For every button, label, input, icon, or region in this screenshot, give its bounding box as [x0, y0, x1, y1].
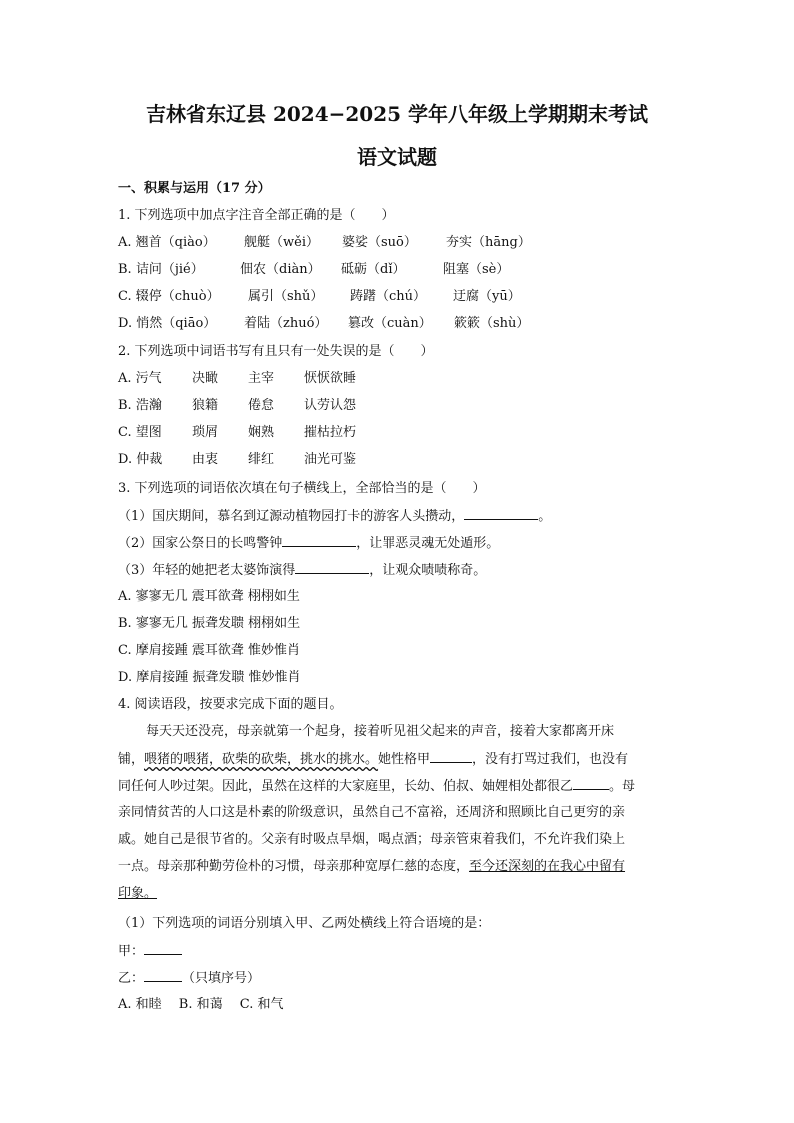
- q1-option-b: [118, 261, 509, 279]
- q3-sentence-2: [118, 534, 499, 553]
- q4-p3-end: 。母: [609, 779, 636, 794]
- q4-jia-label: 甲：: [118, 944, 145, 959]
- q3-s3-end: ，让观众啧啧称奇。: [369, 563, 487, 578]
- q1-d-1: D. 悄然（qiāo）: [118, 316, 217, 331]
- q4-yi-note: （只填序号）: [182, 971, 261, 986]
- q3-s2-end: ，让罪恶灵魂无处遁形。: [356, 536, 500, 551]
- q1-b-2: 佃农（diàn）: [240, 262, 321, 277]
- q3-s1-end: 。: [538, 509, 552, 524]
- q3-sentence-3: [118, 561, 486, 580]
- q2-stem: 2. 下列选项中词语书写有且只有一处失误的是（ ）: [118, 344, 434, 359]
- q4-passage-line-4: 亲同情贫苦的人口这是朴素的阶级意识，虽然自己不富裕，还周济和照顾比自己更穷的亲: [118, 805, 626, 820]
- q2-b-2: 狼籍: [192, 398, 219, 413]
- q2-c-4: 摧枯拉朽: [304, 425, 357, 440]
- q1-b-3: 砥砺（dǐ）: [341, 262, 406, 277]
- q2-d-2: 由衷: [192, 452, 219, 467]
- q4-answer-yi: [118, 969, 260, 988]
- q3-s3-blank: [295, 561, 369, 574]
- q2-c-2: 琐屑: [192, 425, 219, 440]
- q1-b-1: B. 诘问（jié）: [118, 262, 204, 277]
- q4-blank-yi: [573, 777, 609, 790]
- q2-option-d: [118, 451, 356, 469]
- q1-a-3: 婆娑（suō）: [342, 235, 417, 250]
- q4-jia-answer-blank: [144, 942, 182, 955]
- q1-a-1: A. 翘首（qiào）: [118, 235, 216, 250]
- q4-stem: 4. 阅读语段，按要求完成下面的题目。: [118, 697, 343, 712]
- q3-stem: 3. 下列选项的词语依次填在句子横线上，全部恰当的是（ ）: [118, 481, 486, 496]
- page-title: 吉林省东辽县 2024−2025 学年八年级上学期期末考试: [145, 102, 648, 126]
- q2-a-1: A. 污气: [118, 371, 162, 386]
- q2-a-2: 决瞰: [192, 371, 219, 386]
- q4-passage-line-1: 每天天还没亮，母亲就第一个起身，接着听见祖父起来的声音，接着大家都离开床: [146, 724, 615, 739]
- q3-s1-blank: [464, 507, 538, 520]
- q2-a-4: 恹恹欲睡: [304, 371, 357, 386]
- q4-passage-line-2: [118, 750, 628, 769]
- q4-passage-line-6: [118, 858, 625, 876]
- q4-p2-start: 铺，: [118, 752, 145, 767]
- section-heading: 一、积累与运用（17 分）: [118, 181, 271, 196]
- q3-option-d: D. 摩肩接踵 振聋发聩 惟妙惟肖: [118, 670, 301, 685]
- q2-d-3: 绯红: [248, 452, 275, 467]
- q3-option-a: A. 寥寥无几 震耳欲聋 栩栩如生: [118, 589, 300, 604]
- q2-b-3: 倦怠: [248, 398, 275, 413]
- page-subtitle: 语文试题: [357, 145, 437, 169]
- q4-passage-line-5: 戚。她自己是很节省的。父亲有时吸点旱烟，喝点酒；母亲管束着我们，不允许我们染上: [118, 832, 626, 847]
- q2-option-c: [118, 424, 356, 442]
- q4-passage-line-3: [118, 777, 635, 796]
- q3-s2-text: （2）国家公祭日的长鸣警钟: [118, 536, 283, 551]
- q1-c-3: 踌躇（chú）: [350, 289, 427, 304]
- q1-d-4: 簌簌（shù）: [454, 316, 530, 331]
- q1-d-2: 着陆（zhuó）: [244, 316, 328, 331]
- q2-d-1: D. 仲裁: [118, 452, 163, 467]
- q4-choices: A. 和睦 B. 和蔼 C. 和气: [118, 997, 284, 1012]
- q1-b-4: 阻塞（sè）: [443, 262, 510, 277]
- q3-sentence-1: [118, 507, 551, 526]
- q4-sub1: （1）下列选项的词语分别填入甲、乙两处横线上符合语境的是：: [118, 916, 491, 931]
- q2-b-4: 认劳认怨: [304, 398, 357, 413]
- q2-option-a: [118, 370, 356, 388]
- q4-p2-end: ，没有打骂过我们，也没有: [472, 752, 629, 767]
- q1-option-c: [118, 288, 521, 306]
- q2-b-1: B. 浩瀚: [118, 398, 162, 413]
- q3-s3-text: （3）年轻的她把老太婆饰演得: [118, 563, 296, 578]
- q4-p6-text: 一点。母亲那种勤劳俭朴的习惯，母亲那种宽厚仁慈的态度，: [118, 859, 470, 874]
- q4-blank-jia: [430, 750, 472, 763]
- q4-p6-underlined: 至今还深刻的在我心中留有: [469, 859, 626, 874]
- q2-a-3: 主宰: [248, 371, 275, 386]
- q3-option-c: C. 摩肩接踵 震耳欲聋 惟妙惟肖: [118, 643, 301, 658]
- q1-c-2: 属引（shǔ）: [248, 289, 324, 304]
- q1-c-1: C. 辍停（chuò）: [118, 289, 220, 304]
- q3-s1-text: （1）国庆期间，慕名到辽源动植物园打卡的游客人头攒动，: [118, 509, 465, 524]
- q1-option-a: [118, 234, 531, 252]
- q2-c-1: C. 望图: [118, 425, 162, 440]
- q1-stem: 1. 下列选项中加点字注音全部正确的是（ ）: [118, 208, 395, 223]
- q3-s2-blank: [282, 534, 356, 547]
- q1-c-4: 迂腐（yū）: [453, 289, 521, 304]
- q4-passage-line-7: [118, 885, 157, 903]
- q1-a-2: 舰艇（wěi）: [244, 235, 319, 250]
- q4-p2-mid: 她性格甲: [378, 752, 431, 767]
- q4-p3-text: 同任何人吵过架。因此，虽然在这样的大家庭里，长幼、伯叔、妯娌相处都很乙: [118, 779, 574, 794]
- q1-d-3: 篡改（cuàn）: [348, 316, 432, 331]
- q4-answer-jia: [118, 942, 182, 961]
- q4-p7-underlined: 印象。: [118, 886, 158, 901]
- q4-yi-label: 乙：: [118, 971, 145, 986]
- q4-p2-wavy: 喂猪的喂猪，砍柴的砍柴，挑水的挑水。: [144, 752, 379, 767]
- q2-option-b: [118, 397, 356, 415]
- q2-d-4: 油光可鉴: [304, 452, 357, 467]
- q4-yi-answer-blank: [144, 969, 182, 982]
- q2-c-3: 娴熟: [248, 425, 275, 440]
- q1-option-d: [118, 315, 529, 333]
- q1-a-4: 夯实（hāng）: [446, 235, 531, 250]
- q3-option-b: B. 寥寥无几 振聋发聩 栩栩如生: [118, 616, 301, 631]
